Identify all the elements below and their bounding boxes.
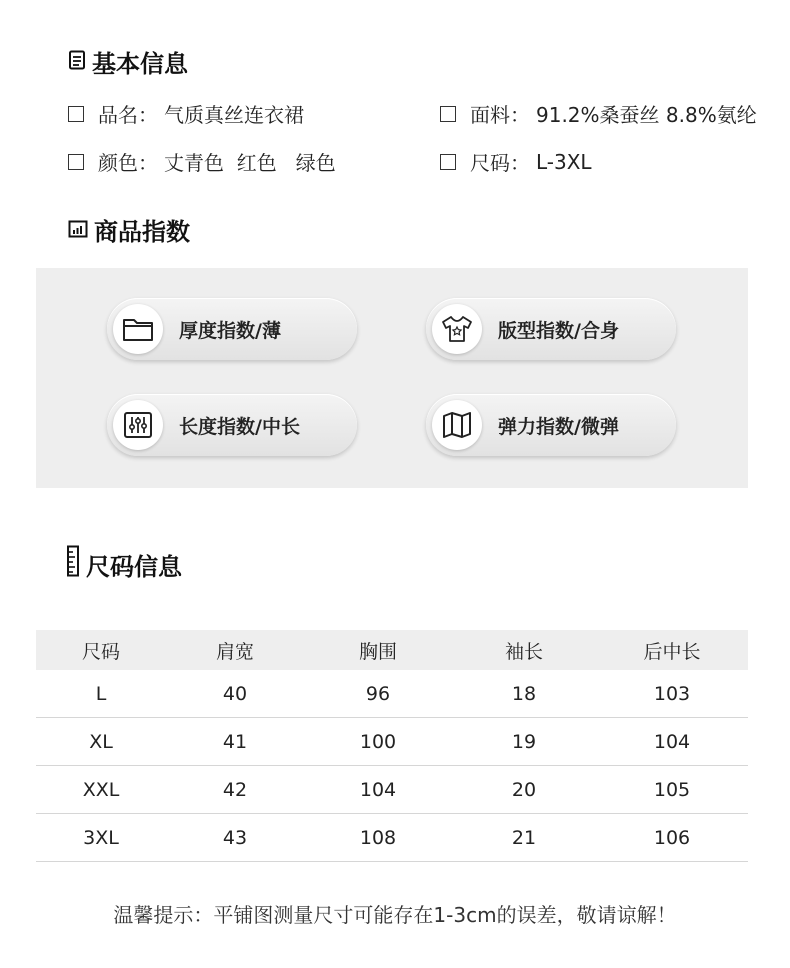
info-item-color: [68, 147, 336, 176]
index-card-label: 长度指数/中长: [179, 415, 300, 438]
info-value: 丈青色 红色 绿色: [164, 151, 336, 175]
table-row: [36, 814, 748, 862]
table-row: [36, 670, 748, 718]
product-index-title: 商品指数: [94, 218, 190, 246]
product-index-panel: [36, 268, 748, 488]
table-cell: 104: [596, 718, 748, 766]
document-icon: [68, 48, 86, 76]
index-card-label: 弹力指数/微弹: [498, 415, 619, 438]
size-table: [36, 630, 748, 862]
bar-chart-icon: [68, 216, 88, 244]
sliders-icon: [113, 400, 163, 450]
column-header: 胸围: [304, 630, 452, 670]
measurement-tip: 温馨提示：平铺图测量尺寸可能存在1-3cm的误差，敬请谅解！: [113, 903, 677, 927]
table-cell: XL: [36, 718, 166, 766]
map-fold-icon: [432, 400, 482, 450]
checkbox-icon: [68, 154, 84, 170]
checkbox-icon: [440, 154, 456, 170]
basic-info-title: 基本信息: [92, 50, 188, 78]
index-card-thickness: [107, 298, 357, 360]
table-cell: 21: [452, 814, 596, 862]
size-info-title: 尺码信息: [86, 552, 182, 581]
column-header: 袖长: [452, 630, 596, 670]
column-header: 肩宽: [166, 630, 304, 670]
info-value: 气质真丝连衣裙: [164, 103, 304, 127]
index-card-label: 厚度指数/薄: [179, 319, 281, 342]
checkbox-icon: [68, 106, 84, 122]
index-card-length: [107, 394, 357, 456]
table-row: [36, 766, 748, 814]
product-index-heading: [68, 212, 190, 247]
table-cell: 43: [166, 814, 304, 862]
table-cell: 40: [166, 670, 304, 718]
info-item-fabric: [440, 99, 757, 128]
index-card-label: 版型指数/合身: [498, 319, 619, 342]
info-label: 尺码：: [470, 151, 530, 175]
table-cell: XXL: [36, 766, 166, 814]
table-cell: 20: [452, 766, 596, 814]
column-header: 尺码: [36, 630, 166, 670]
table-row: [36, 718, 748, 766]
index-card-fit: [426, 298, 676, 360]
checkbox-icon: [440, 106, 456, 122]
info-label: 品名：: [98, 103, 158, 127]
info-value: 91.2%桑蚕丝 8.8%氨纶: [536, 103, 757, 127]
table-cell: 42: [166, 766, 304, 814]
table-cell: 18: [452, 670, 596, 718]
tshirt-icon: [432, 304, 482, 354]
index-card-elasticity: [426, 394, 676, 456]
table-cell: 105: [596, 766, 748, 814]
table-cell: 103: [596, 670, 748, 718]
column-header: 后中长: [596, 630, 748, 670]
ruler-icon: [66, 545, 80, 583]
info-item-name: [68, 99, 304, 128]
table-cell: L: [36, 670, 166, 718]
basic-info-heading: [68, 44, 188, 79]
table-cell: 100: [304, 718, 452, 766]
info-value: L-3XL: [536, 149, 592, 174]
table-cell: 41: [166, 718, 304, 766]
info-label: 颜色：: [98, 151, 158, 175]
table-cell: 106: [596, 814, 748, 862]
info-item-size: [440, 147, 592, 176]
table-cell: 104: [304, 766, 452, 814]
folder-icon: [113, 304, 163, 354]
table-cell: 3XL: [36, 814, 166, 862]
table-header-row: [36, 630, 748, 670]
table-cell: 108: [304, 814, 452, 862]
table-cell: 96: [304, 670, 452, 718]
table-cell: 19: [452, 718, 596, 766]
info-label: 面料：: [470, 103, 530, 127]
size-info-heading: [66, 545, 182, 583]
